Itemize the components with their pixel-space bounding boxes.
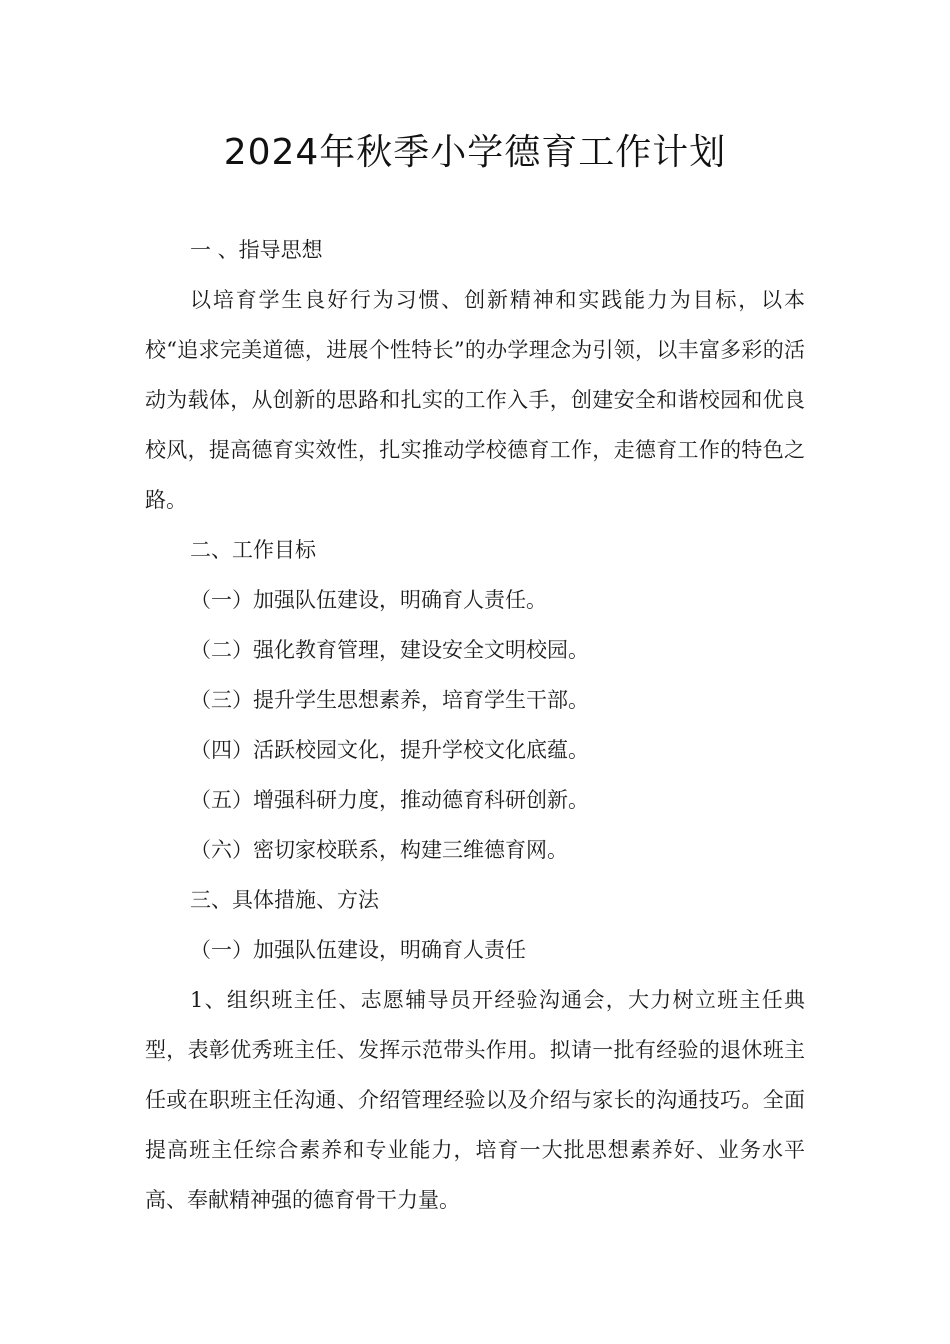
measure-subheading-1: （一）加强队伍建设，明确育人责任 xyxy=(190,938,526,962)
section-heading-measures: 三、具体措施、方法 xyxy=(190,888,379,912)
measure-paragraph-1: 1、组织班主任、志愿辅导员开经验沟通会，大力树立班主任典型，表彰优秀班主任、发挥示范带头作用。拟请一批有经验的退休班主任或在职班主任沟通、介绍管理经验以及介绍与家长的沟通技巧。全面提高班主任综合素养和专业能力，培育一大批思想素养好、业务水平高、奉献精神强的德育骨干力量。 xyxy=(145,988,805,1212)
goal-item-1: （一）加强队伍建设，明确育人责任。 xyxy=(190,588,547,612)
goal-item-4: （四）活跃校园文化，提升学校文化底蕴。 xyxy=(190,738,589,762)
document-title: 2024年秋季小学德育工作计划 xyxy=(223,132,727,173)
goal-item-5: （五）增强科研力度，推动德育科研创新。 xyxy=(190,788,589,812)
goal-item-6: （六）密切家校联系，构建三维德育网。 xyxy=(190,838,568,862)
document-body xyxy=(145,225,805,1225)
goal-item-2: （二）强化教育管理，建设安全文明校园。 xyxy=(190,638,589,662)
section-heading-work-goals: 二、工作目标 xyxy=(190,538,316,562)
goal-item-3: （三）提升学生思想素养，培育学生干部。 xyxy=(190,688,589,712)
paragraph-guiding-ideology: 以培育学生良好行为习惯、创新精神和实践能力为目标，以本校“追求完美道德，进展个性特长”的办学理念为引领，以丰富多彩的活动为载体，从创新的思路和扎实的工作入手，创建安全和谐校园和优良校风，提高德育实效性，扎实推动学校德育工作，走德育工作的特色之路。 xyxy=(145,288,805,512)
section-heading-guiding-ideology: 一 、指导思想 xyxy=(190,238,323,262)
